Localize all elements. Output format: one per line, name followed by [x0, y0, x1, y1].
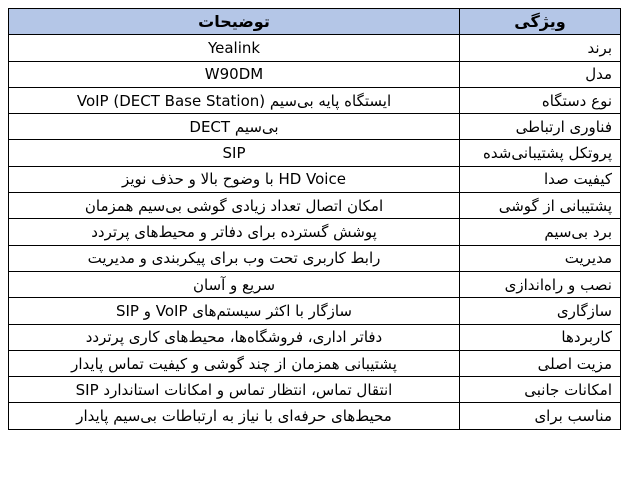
header-feature: ویژگی [460, 9, 621, 35]
description-cell: پشتیبانی همزمان از چند گوشی و کیفیت تماس پایدار [9, 350, 460, 376]
table-row [9, 87, 621, 113]
description-cell: سازگار با اکثر سیستم‌های VoIP و SIP [9, 298, 460, 324]
feature-cell: پروتکل پشتیبانی‌شده [460, 140, 621, 166]
feature-cell: کیفیت صدا [460, 166, 621, 192]
table-row [9, 377, 621, 403]
feature-cell: امکانات جانبی [460, 377, 621, 403]
feature-cell: مدل [460, 61, 621, 87]
table-row [9, 271, 621, 297]
table-row [9, 350, 621, 376]
table-header [9, 9, 621, 35]
feature-cell: مدیریت [460, 245, 621, 271]
spec-table [8, 8, 621, 430]
table-row [9, 245, 621, 271]
description-cell: انتقال تماس، انتظار تماس و امکانات استاندارد SIP [9, 377, 460, 403]
description-cell: ایستگاه پایه بی‌سیم VoIP (DECT Base Station) [9, 87, 460, 113]
description-cell: HD Voice با وضوح بالا و حذف نویز [9, 166, 460, 192]
table-row [9, 166, 621, 192]
feature-cell: برند [460, 35, 621, 61]
description-cell: رابط کاربری تحت وب برای پیکربندی و مدیریت [9, 245, 460, 271]
feature-cell: برد بی‌سیم [460, 219, 621, 245]
header-row [9, 9, 621, 35]
description-cell: پوشش گسترده برای دفاتر و محیط‌های پرتردد [9, 219, 460, 245]
table-row [9, 114, 621, 140]
feature-cell: کاربردها [460, 324, 621, 350]
description-cell: امکان اتصال تعداد زیادی گوشی بی‌سیم همزمان [9, 193, 460, 219]
header-description: توضیحات [9, 9, 460, 35]
feature-cell: مزیت اصلی [460, 350, 621, 376]
table-row [9, 140, 621, 166]
description-cell: W90DM [9, 61, 460, 87]
feature-cell: فناوری ارتباطی [460, 114, 621, 140]
description-cell: Yealink [9, 35, 460, 61]
table-row [9, 35, 621, 61]
description-cell: سریع و آسان [9, 271, 460, 297]
table-row [9, 403, 621, 429]
table-row [9, 61, 621, 87]
table-body [9, 35, 621, 429]
description-cell: SIP [9, 140, 460, 166]
feature-cell: نصب و راه‌اندازی [460, 271, 621, 297]
table-row [9, 298, 621, 324]
description-cell: دفاتر اداری، فروشگاه‌ها، محیط‌های کاری پرتردد [9, 324, 460, 350]
feature-cell: پشتیبانی از گوشی [460, 193, 621, 219]
feature-cell: سازگاری [460, 298, 621, 324]
feature-cell: نوع دستگاه [460, 87, 621, 113]
description-cell: محیط‌های حرفه‌ای با نیاز به ارتباطات بی‌سیم پایدار [9, 403, 460, 429]
table-row [9, 193, 621, 219]
table-row [9, 219, 621, 245]
description-cell: بی‌سیم DECT [9, 114, 460, 140]
feature-cell: مناسب برای [460, 403, 621, 429]
table-row [9, 324, 621, 350]
